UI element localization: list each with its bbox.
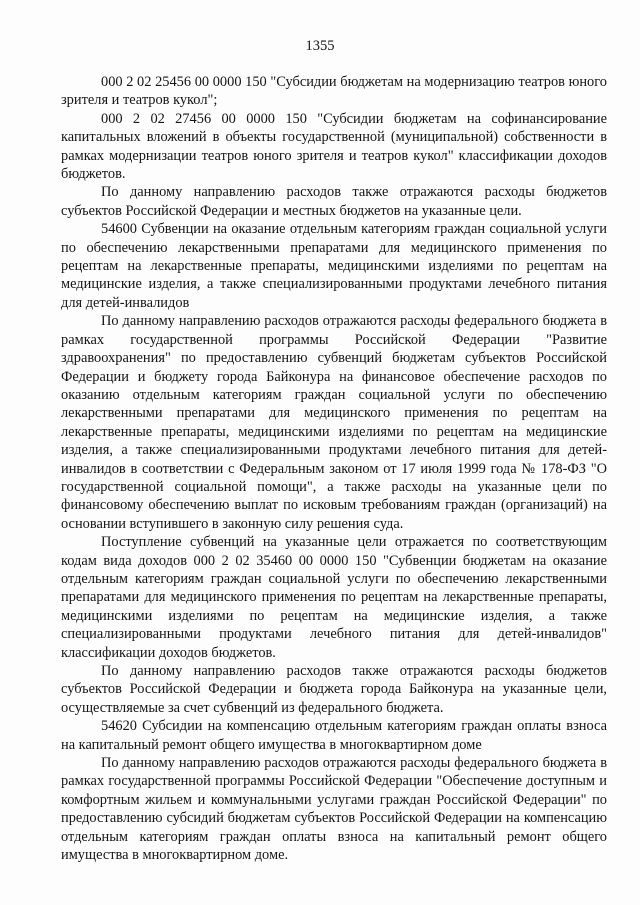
paragraph-code-27456: 000 2 02 27456 00 0000 150 "Субсидии бюджетам на софинансирование капитальных вложений в объекты государственной (муниципальной) собственности в рамках модернизации театров юного зрителя и театров кукол" классификации доходов бюджетов. (61, 110, 607, 183)
paragraph-heading-54620: 54620 Субсидии на компенсацию отдельным категориям граждан оплаты взноса на капитальный ремонт общего имущества в многоквартирном доме (61, 718, 607, 753)
paragraph-federal-expenses-54600: По данному направлению расходов отражаются расходы федерального бюджета в рамках государственной программы Российской Федерации "Развитие здравоохранения" по предоставлению субвенций бюджетам субъектов Российской Федерации и бюджету города Байконура на финансовое обеспечение расходов по оказанию отдельным категориям граждан социальной услуги по обеспечению лекарственными препаратами для медицинского применения по рецептам на лекарственные препараты, медицинскими изделиями по рецептам на медицинские изделия, а также специализированными продуктами лечебного питания для детей-инвалидов в соответствии с Федеральным законом от 17 июля 1999 года № 178-ФЗ "О государственной социальной помощи", а также расходы на указанные цели по финансовому обеспечению выплат по исковым требованиям граждан (организаций) на основании вступившего в законную силу решения суда. (61, 313, 607, 532)
paragraph-federal-expenses-54620: По данному направлению расходов отражаются расходы федерального бюджета в рамках государственной программы Российской Федерации "Обеспечение доступным и комфортным жильем и коммунальными услугами граждан Российской Федерации" по предоставлению субсидий бюджетам субъектов Российской Федерации на компенсацию отдельным категориям граждан оплаты взноса на капитальный ремонт общего имущества в многоквартирном доме. (61, 755, 607, 864)
page-number: 1355 (305, 38, 335, 54)
paragraph-receipt-subventions: Поступление субвенций на указанные цели отражается по соответствующим кодам вида доходов 000 2 02 35460 00 0000 150 "Субвенции бюджетам на оказание отдельным категориям граждан социальной услуги по обеспечению лекарственными препаратами для медицинского применения по рецептам на лекарственные препараты, медицинскими изделиями по рецептам на медицинские изделия, а также специализированными продуктами лечебного питания для детей-инвалидов" классификации доходов бюджетов. (61, 534, 607, 661)
document-body (61, 73, 607, 864)
paragraph-regional-baikonur: По данному направлению расходов также отражаются расходы бюджетов субъектов Российской Федерации и бюджета города Байконура на указанные цели, осуществляемые за счет субвенций из федерального бюджета. (61, 663, 607, 716)
paragraph-heading-54600: 54600 Субвенции на оказание отдельным категориям граждан социальной услуги по обеспечению лекарственными препаратами для медицинского применения по рецептам на лекарственные препараты, медицинскими изделиями по рецептам на медицинские изделия, а также специализированными продуктами лечебного питания для детей-инвалидов (61, 221, 607, 311)
paragraph-regional-budgets: По данному направлению расходов также отражаются расходы бюджетов субъектов Российской Федерации и местных бюджетов на указанные цели. (61, 184, 607, 219)
paragraph-code-25456: 000 2 02 25456 00 0000 150 "Субсидии бюджетам на модернизацию театров юного зрителя и театров кукол"; (61, 74, 607, 109)
